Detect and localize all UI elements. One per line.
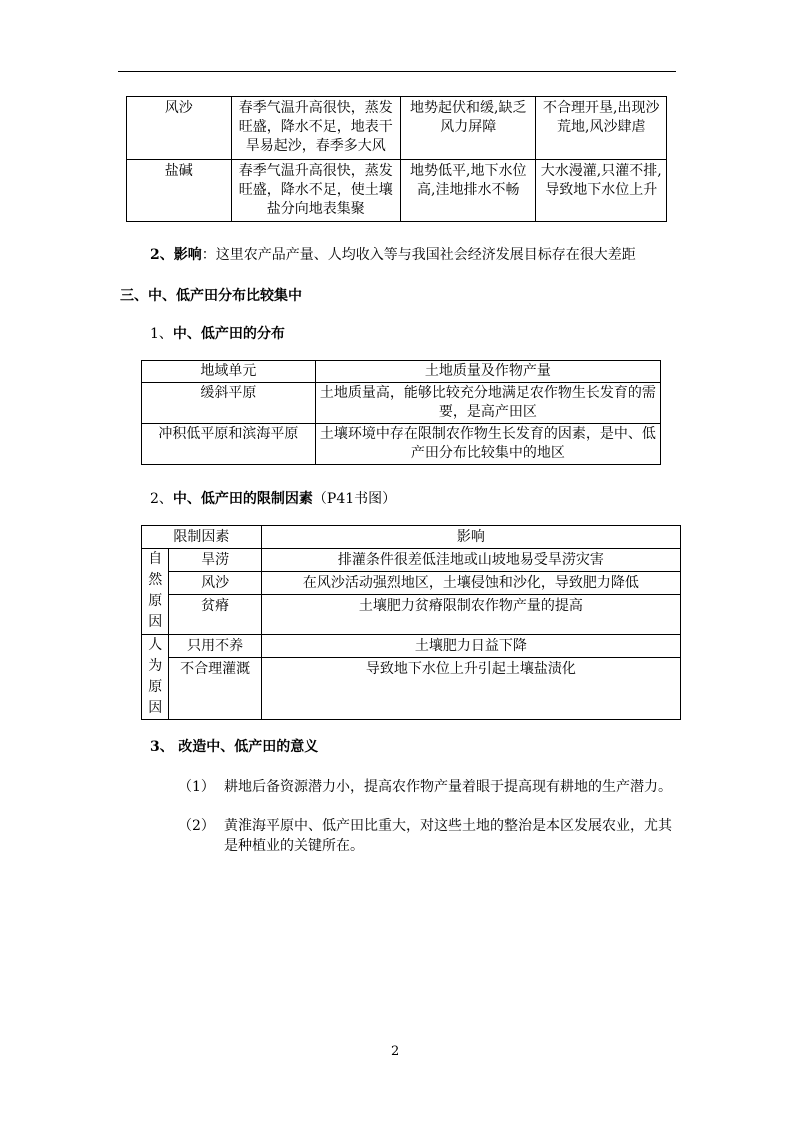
effect-cell: 导致地下水位上升引起土壤盐渍化 — [261, 658, 680, 720]
vertical-char: 因 — [148, 700, 163, 716]
subheading-title: 改造中、低产田的意义 — [178, 739, 319, 755]
table-header-cell: 地域单元 — [142, 361, 316, 383]
category-human — [142, 635, 169, 720]
vertical-char: 因 — [148, 614, 163, 630]
subheading-meaning — [150, 736, 318, 756]
table-cell: 春季气温升高很快，蒸发旺盛，降水不足，地表干旱易起沙，春季多大风 — [231, 97, 400, 160]
factor-cell: 不合理灌溉 — [169, 658, 261, 720]
table-cell: 盐碱 — [127, 160, 232, 222]
table-cell: 土地质量高，能够比较充分地满足农作物生长发育的需要，是高产田区 — [315, 383, 660, 424]
factor-cell: 贫瘠 — [169, 595, 261, 635]
impact-text: ：这里农产品产量、人均收入等与我国社会经济发展目标存在很大差距 — [201, 247, 636, 263]
section-heading: 三、中、低产田分布比较集中 — [120, 288, 302, 304]
table-row — [142, 658, 681, 720]
table-cell: 不合理开垦,出现沙荒地,风沙肆虐 — [536, 97, 667, 160]
page-number: 2 — [391, 1044, 400, 1059]
factor-cell: 风沙 — [169, 572, 261, 595]
impact-line — [150, 244, 636, 264]
meaning-item-text: 耕地后备资源潜力小，提高农作物产量着眼于提高现有耕地的生产潜力。 — [224, 779, 672, 795]
subheading-note: （P41书图） — [312, 491, 397, 507]
vertical-char: 原 — [148, 679, 163, 695]
table-row — [142, 383, 661, 424]
table-header-cell: 土地质量及作物产量 — [315, 361, 660, 383]
table-cell: 大水漫灌,只灌不排,导致地下水位上升 — [536, 160, 667, 222]
land-problem-table — [126, 96, 667, 222]
effect-cell: 土壤肥力日益下降 — [261, 635, 680, 658]
table-row — [142, 635, 681, 658]
vertical-char: 为 — [148, 658, 163, 674]
table-row — [142, 572, 681, 595]
effect-cell: 土壤肥力贫瘠限制农作物产量的提高 — [261, 595, 680, 635]
effect-cell: 在风沙活动强烈地区，土壤侵蚀和沙化，导致肥力降低 — [261, 572, 680, 595]
subheading-number: 3、 — [150, 739, 174, 755]
table-header-cell: 影响 — [261, 526, 680, 549]
factor-cell: 只用不养 — [169, 635, 261, 658]
table-row — [142, 549, 681, 572]
table-row — [127, 97, 667, 160]
distribution-table — [141, 360, 661, 465]
table-row — [142, 595, 681, 635]
meaning-item-number: （2） — [178, 818, 215, 834]
meaning-item-text: 黄淮海平原中、低产田比重大，对这些土地的整治是本区发展农业，尤其 — [224, 818, 672, 834]
table-cell: 缓斜平原 — [142, 383, 316, 424]
impact-label: 2、影响 — [150, 247, 202, 263]
vertical-char: 然 — [148, 572, 163, 588]
table-cell: 地势起伏和缓,缺乏风力屏障 — [400, 97, 535, 160]
effect-cell: 排灌条件很差低洼地或山坡地易受旱涝灾害 — [261, 549, 680, 572]
subheading-title: 中、低产田的分布 — [172, 326, 285, 342]
table-cell: 地势低平,地下水位高,洼地排水不畅 — [400, 160, 535, 222]
subheading-title: 中、低产田的限制因素 — [172, 491, 313, 507]
table-header-cell: 限制因素 — [142, 526, 262, 549]
table-header-row — [142, 361, 661, 383]
table-cell: 春季气温升高很快，蒸发旺盛，降水不足，使土壤盐分向地表集聚 — [231, 160, 400, 222]
subheading-number: 1、 — [150, 326, 173, 342]
header-rule — [118, 71, 676, 72]
subheading-number: 2、 — [150, 491, 173, 507]
limiting-factors-table — [141, 525, 681, 720]
table-cell: 土壤环境中存在限制农作物生长发育的因素，是中、低产田分布比较集中的地区 — [315, 424, 660, 465]
meaning-item-text: 是种植业的关键所在。 — [224, 838, 364, 854]
table-row — [142, 424, 661, 465]
table-header-row — [142, 526, 681, 549]
table-row — [127, 160, 667, 222]
meaning-item-number: （1） — [178, 779, 215, 795]
subheading-factors — [150, 488, 396, 508]
vertical-char: 人 — [148, 637, 163, 653]
subheading-distribution — [150, 323, 285, 343]
table-cell: 风沙 — [127, 97, 232, 160]
factor-cell: 旱涝 — [169, 549, 261, 572]
vertical-char: 自 — [148, 551, 163, 567]
vertical-char: 原 — [148, 593, 163, 609]
table-cell: 冲积低平原和滨海平原 — [142, 424, 316, 465]
category-natural — [142, 549, 169, 635]
